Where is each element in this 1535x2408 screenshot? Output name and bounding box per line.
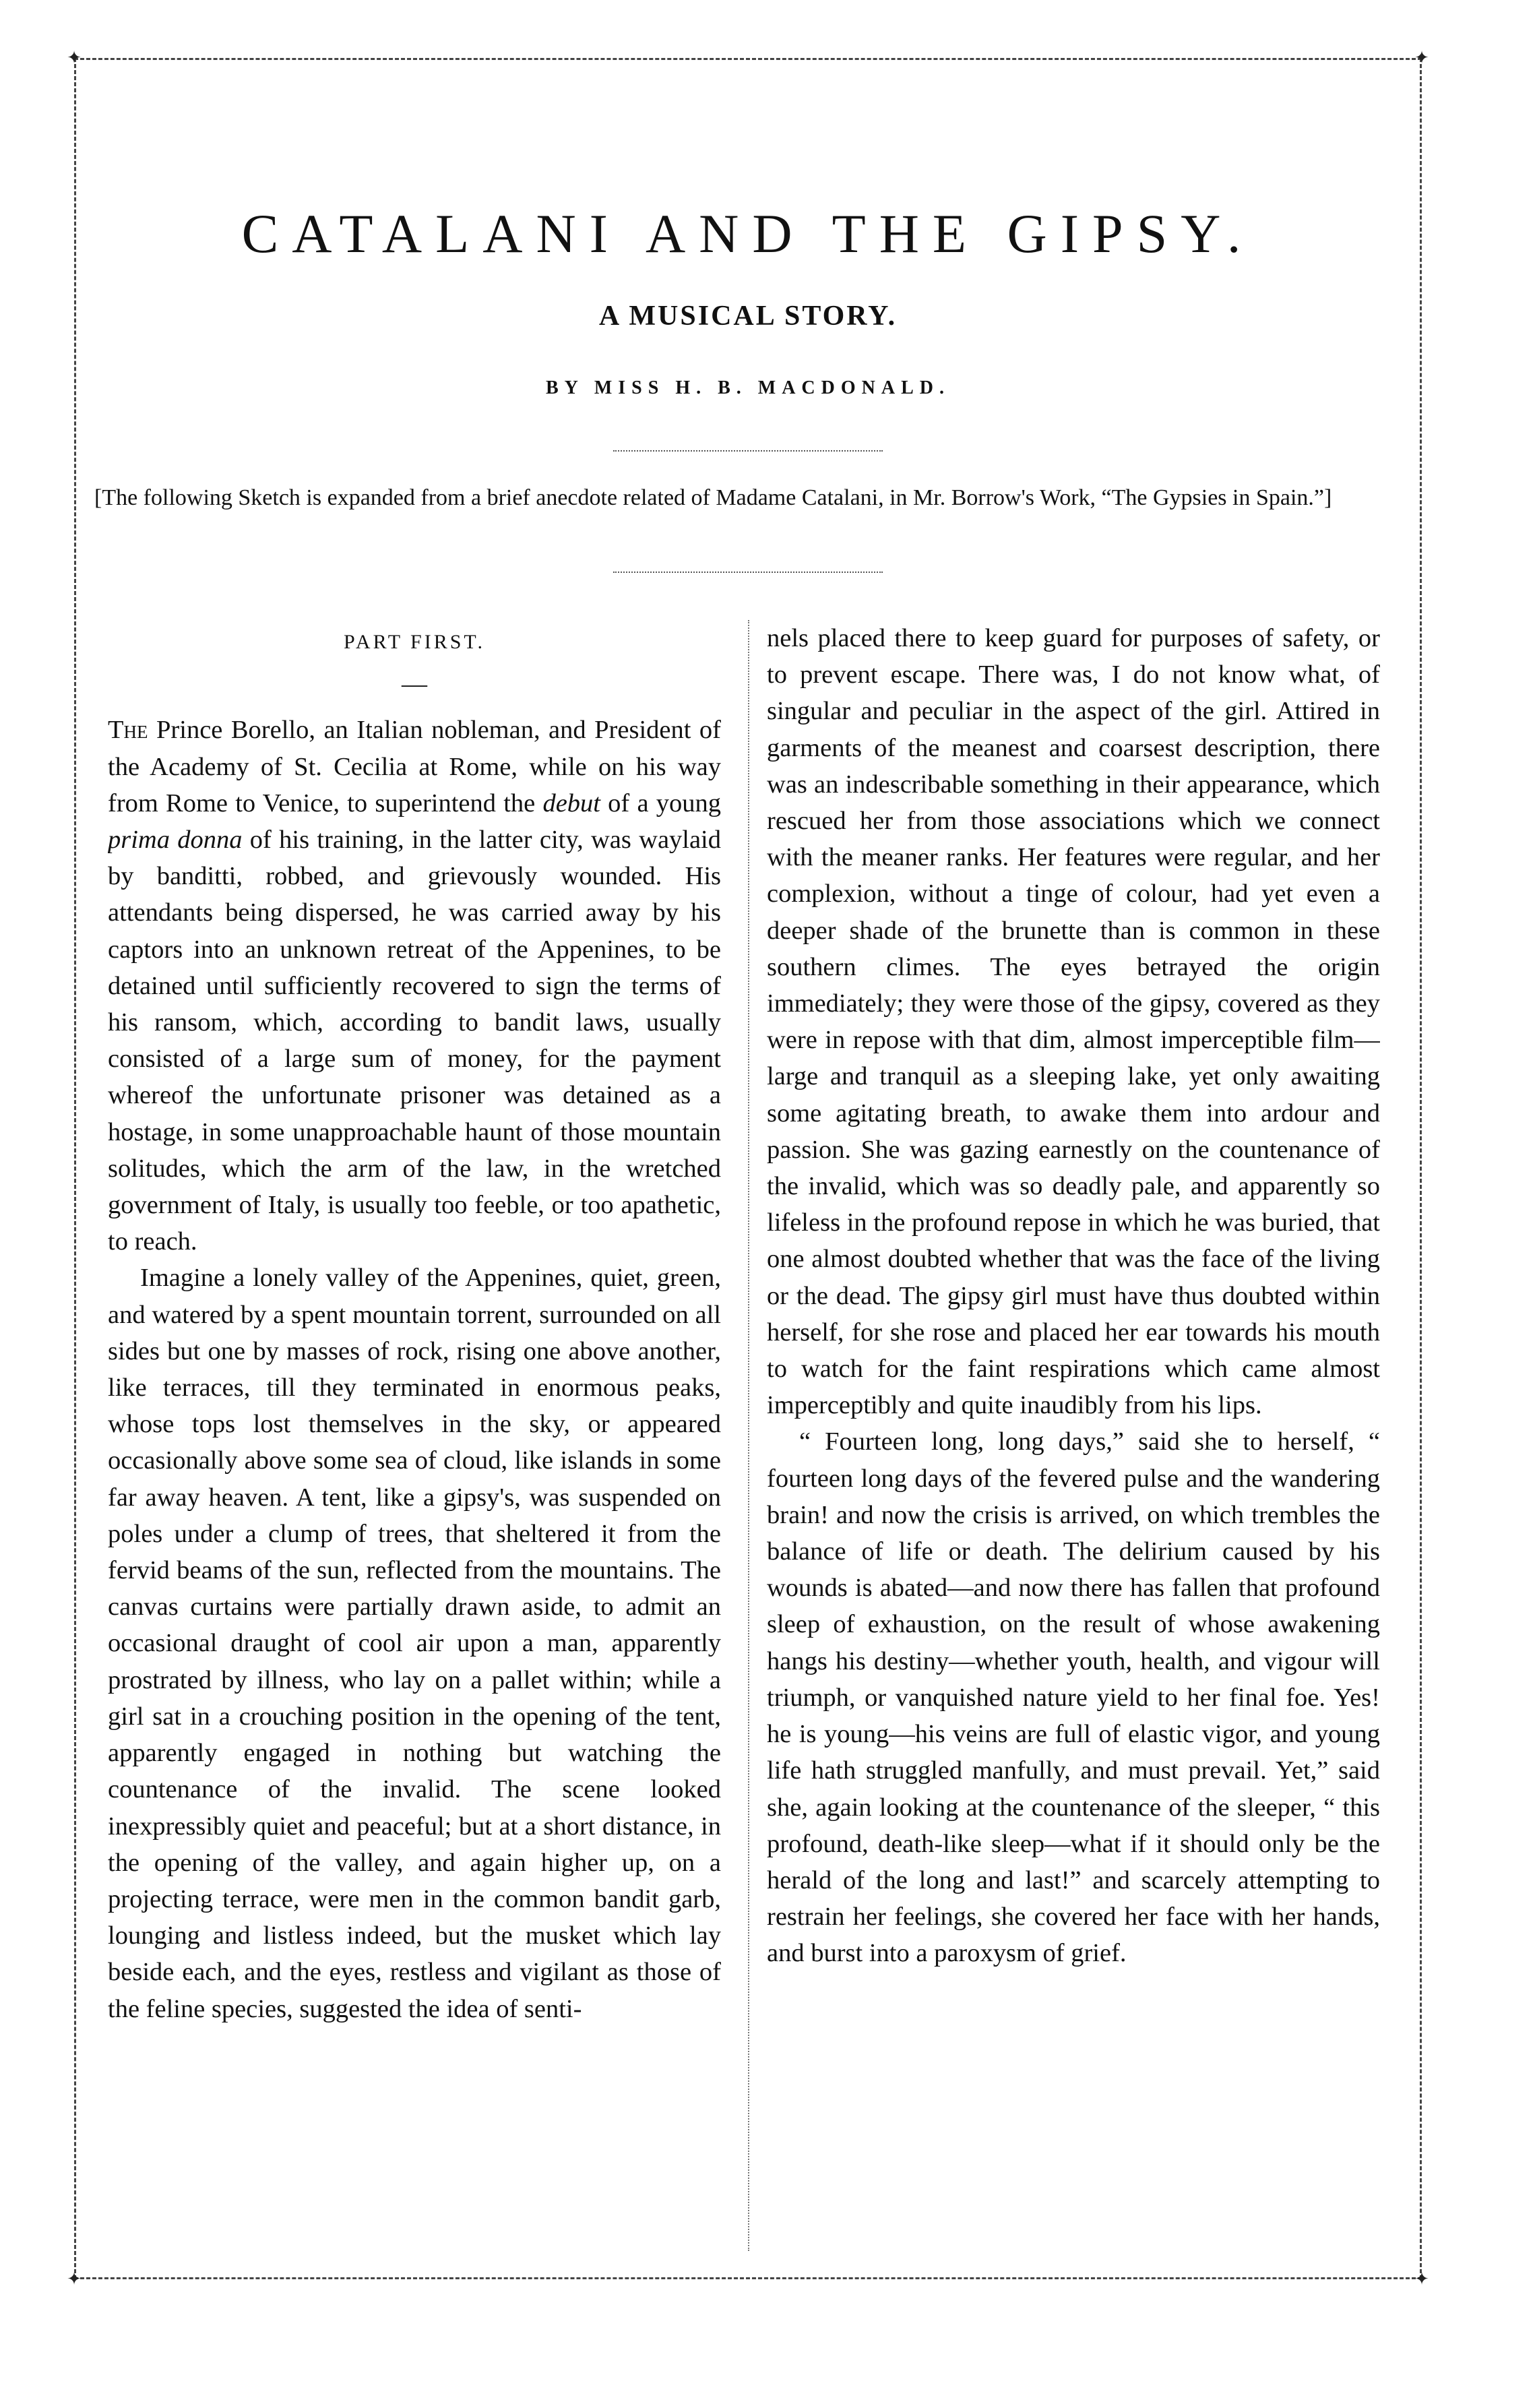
lead-word: The [108, 716, 148, 745]
paragraph-1-text-b: of a young [600, 789, 721, 817]
paragraph-2: Imagine a lonely valley of the Appenines, quiet, green, and watered by a spent mountain torrent, surrounded on all sides but one by masses of rock, rising one above another, like terraces, till they terminated in enormous peaks, whose tops lost themselves in the sky, or appeared occasionally above some sea of cloud, like islands in some far away heaven. A tent, like a gipsy's, was suspended on poles under a clump of trees, that sheltered it from the fervid beams of the sun, reflected from the mountains. The canvas curtains were partially drawn aside, to admit an occasional draught of cool air upon a man, apparently prostrated by illness, who lay on a pallet within; while a girl sat in a crouching position in the opening of the tent, apparently engaged in nothing but watching the countenance of the invalid. The scene looked inexpressibly quiet and peaceful; but at a short distance, in the opening of the valley, and again higher up, on a projecting terrace, were men in the common bandit garb, lounging and listless indeed, but the musket which lay beside each, and the eyes, restless and vigilant as those of the feline species, suggested the idea of senti- [108, 1264, 721, 2023]
right-column [767, 620, 1380, 2251]
paragraph-1 [108, 712, 721, 1260]
corner-ornament-bottom-left: ✦ [67, 2269, 82, 2289]
ornament-divider-top [613, 450, 883, 457]
story-title: CATALANI AND THE GIPSY. [241, 203, 1255, 264]
paragraph-1-text-a: Prince Borello, an Italian nobleman, and President of the Academy of St. Cecilia at Rome, while on his way from Rome to Venice, to superintend the [108, 716, 721, 817]
paragraph-1-text-c: of his training, in the latter city, was waylaid by banditti, robbed, and grievously wounded. His attendants being dispersed, he was carried away by his captors into an unknown retreat of the Appenines, to be detained until sufficiently recovered to sign the terms of his ransom, which, according to bandit laws, usually consisted of a large sum of money, for the payment whereof the unfortunate prisoner was detained as a hostage, in some unapproachable haunt of those mountain solitudes, which the arm of the law, in the wretched government of Italy, is usually too feeble, or too apathetic, to reach. [108, 826, 721, 1256]
debut-italic: debut [542, 789, 600, 817]
column-rule [748, 620, 749, 2251]
ornament-divider-bottom [613, 572, 883, 578]
part-heading: PART FIRST. [343, 631, 486, 653]
part-heading-dash: — [402, 670, 427, 699]
corner-ornament-top-left: ✦ [67, 48, 82, 68]
corner-ornament-bottom-right: ✦ [1414, 2269, 1429, 2289]
prima-donna-italic: prima donna [108, 826, 243, 855]
editorial-note: [The following Sketch is expanded from a brief anecdote related of Madame Catalani, in Mr. Borrow's Work, “The Gypsies in Spain.”] [94, 485, 1332, 510]
paragraph-4: “ Fourteen long, long days,” said she to herself, “ fourteen long days of the fevered pulse and the wandering brain! and now the crisis is arrived, on which trembles the balance of life or death. The delirium caused by his wounds is abated—and now there has fallen that profound sleep of exhaustion, on the result of whose awakening hangs his destiny—whether youth, health, and vigour will triumph, or vanquished nature yield to her final foe. Yes! he is young—his veins are full of elastic vigor, and young life hath struggled manfully, and must prevail. Yet,” said she, again looking at the countenance of the sleeper, “ this profound, death-like sleep—what if it should only be the herald of the long and last!” and scarcely attempting to restrain her feelings, she covered her face with her hands, and burst into a paroxysm of grief. [767, 1427, 1380, 1968]
left-column [108, 620, 721, 2251]
corner-ornament-top-right: ✦ [1414, 48, 1429, 68]
story-subtitle: A MUSICAL STORY. [598, 301, 898, 332]
author-byline: BY MISS H. B. MACDONALD. [546, 377, 950, 398]
paragraph-3: nels placed there to keep guard for purposes of safety, or to prevent escape. There was, I do not know what, of singular and peculiar in the aspect of the girl. Attired in garments of the meanest and coarsest description, there was an indescribable something in their appearance, which rescued her from those associations which we connect with the meaner ranks. Her features were regular, and her complexion, without a tinge of colour, had yet even a deeper shade of the brunette than is common in these southern climes. The eyes betrayed the origin immediately; they were those of the gipsy, covered as they were in repose with that dim, almost imperceptible film—large and tranquil as a sleeping lake, yet only awaiting some agitating breath, to awake them into ardour and passion. She was gazing earnestly on the countenance of the invalid, which was so deadly pale, and apparently so lifeless in the profound repose in which he was buried, that one almost doubted whether that was the face of the living or the dead. The gipsy girl must have thus doubted within herself, for she rose and placed her ear towards his mouth to watch for the faint respirations which came almost imperceptibly and quite inaudibly from his lips. [767, 624, 1380, 1420]
